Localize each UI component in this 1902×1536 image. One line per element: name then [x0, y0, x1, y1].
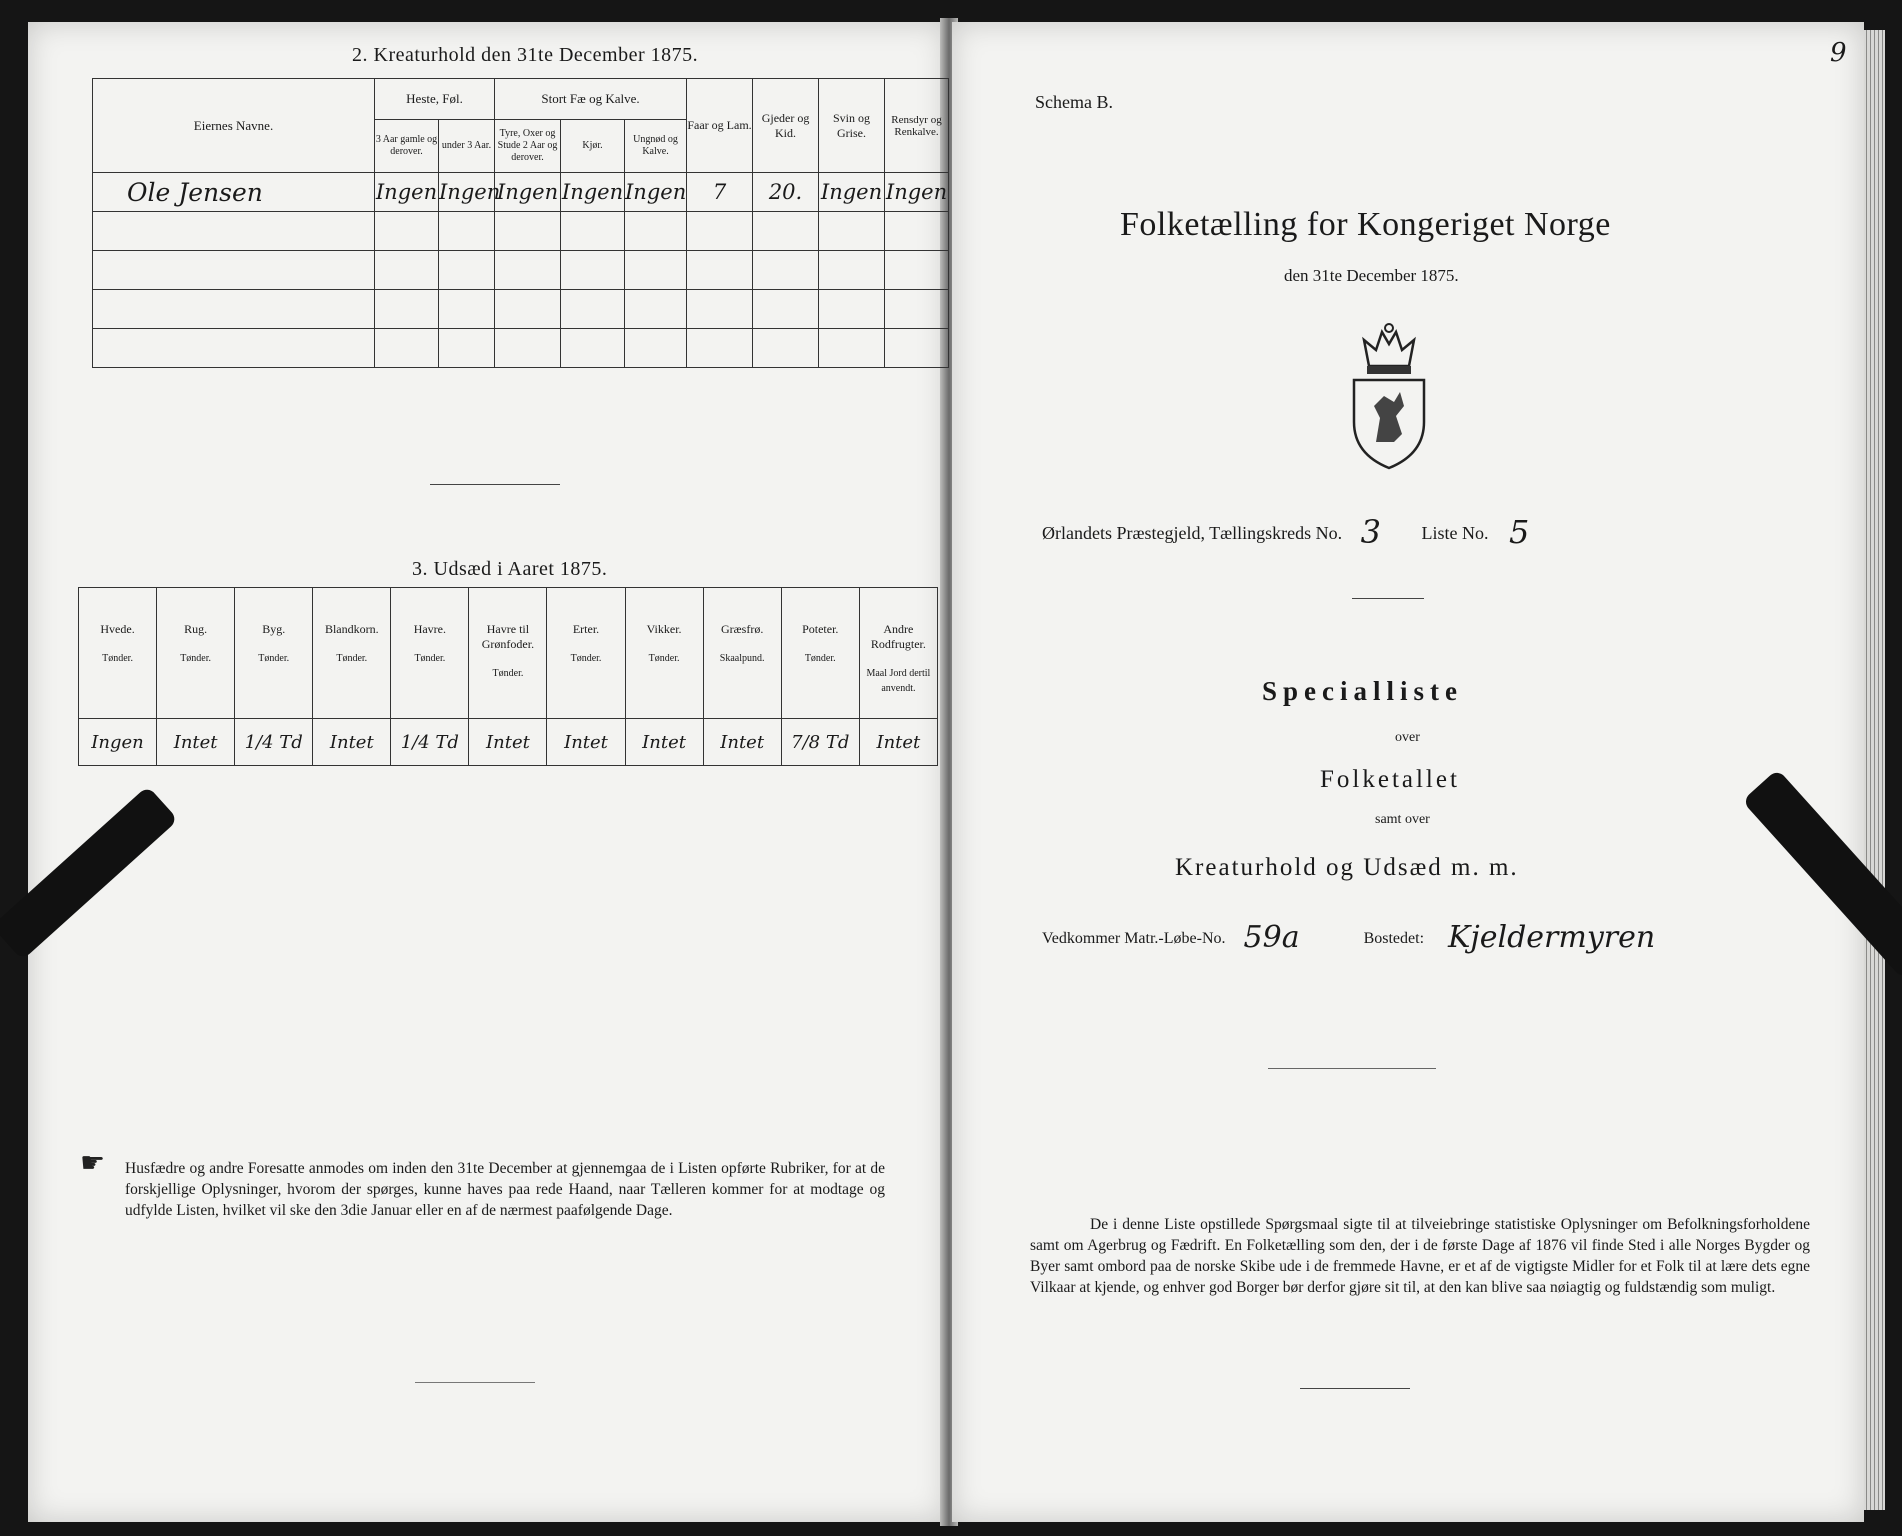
header-owner: Eiernes Navne. — [93, 79, 375, 173]
sowing-header-name: Havre til Grønfoder. — [481, 622, 535, 651]
sowing-value: Intet — [625, 719, 703, 766]
matr-label: Vedkommer Matr.-Løbe-No. — [1042, 930, 1226, 947]
list-number: 5 — [1509, 513, 1530, 551]
sowing-header-name: Erter. — [572, 622, 600, 636]
cell-horses-old: Ingen — [375, 173, 439, 212]
sowing-value: 7/8 Td — [781, 719, 859, 766]
sowing-header — [859, 588, 937, 719]
sowing-header — [625, 588, 703, 719]
subheader-horses-young: under 3 Aar. — [439, 120, 495, 173]
pointing-hand-icon: ☛ — [80, 1148, 106, 1179]
notice-text: Husfædre og andre Foresatte anmodes om inden den 31te December at gjennemgaa de i Listen opførte Rubriker, for at de forskjellige Oplysninger, hvorom der spørges, kunne haves paa rede Haand, naar Tælleren kommer for at modtage og udfylde Listen, hvilket vil ske den 3die Januar eller en af de nærmest paafølgende Dage. — [125, 1160, 885, 1219]
subheader-cows: Kjør. — [561, 120, 625, 173]
divider-rule — [1300, 1388, 1410, 1389]
cell-reindeer: Ingen — [885, 173, 949, 212]
sowing-header-name: Blandkorn. — [324, 622, 379, 636]
schema-label: Schema B. — [1035, 92, 1113, 112]
sowing-value: Intet — [313, 719, 391, 766]
table-row — [93, 173, 949, 212]
sowing-value: Ingen — [79, 719, 157, 766]
livestock-table — [92, 78, 949, 368]
sowing-header — [391, 588, 469, 719]
census-date: den 31te December 1875. — [1284, 266, 1459, 285]
sowing-header-name: Poteter. — [802, 622, 839, 636]
table-row — [93, 329, 949, 368]
table-row — [93, 290, 949, 329]
matr-number: 59a — [1243, 920, 1300, 955]
table-row — [79, 719, 938, 766]
subheader-bulls: Tyre, Oxer og Stude 2 Aar og derover. — [495, 120, 561, 173]
coat-of-arms-icon — [1346, 322, 1432, 472]
sowing-header-unit: Skaalpund. — [719, 653, 765, 664]
sowing-header — [235, 588, 313, 719]
sowing-header-unit: Tønder. — [336, 653, 368, 664]
divider-rule — [415, 1382, 535, 1383]
sowing-header-unit: Tønder. — [492, 668, 524, 679]
divider-rule — [1352, 598, 1424, 599]
district-info — [1042, 513, 1529, 551]
section2-title: 2. Kreaturhold den 31te December 1875. — [352, 44, 699, 66]
sowing-header — [469, 588, 547, 719]
sowing-value: Intet — [469, 719, 547, 766]
bosted-label: Bostedet: — [1363, 930, 1425, 947]
cell-sheep: 7 — [687, 173, 753, 212]
over-label: over — [1395, 730, 1420, 745]
cell-goats: 20. — [753, 173, 819, 212]
sowing-value: 1/4 Td — [391, 719, 469, 766]
divider-rule — [430, 484, 560, 485]
header-goats: Gjeder og Kid. — [753, 79, 819, 173]
sowing-header — [157, 588, 235, 719]
sowing-header — [79, 588, 157, 719]
livestock-sowing-heading: Kreaturhold og Udsæd m. m. — [1175, 854, 1519, 881]
property-info — [1042, 920, 1655, 955]
special-list-heading: Specialliste — [1262, 676, 1463, 706]
intro-paragraph: De i denne Liste opstillede Spørgsmaal sigte til at tilveiebringe statistiske Oplysninger om Befolkningsforholdene samt om Agerbrug og Fædrift. En Folketælling som den, der i de første Dage af 1876 vil finde Sted i alle Norges Bygder og Byer samt ombord paa de norske Skibe ude i de fremmede Havne, er et af de vigtigste Midler for et Folk til at lære dets egne Vilkaar at kjende, og enhver god Borger bør derfor gjøre sit til, at den kan blive saa nøiagtig og fuldstændig som muligt. — [1030, 1216, 1810, 1296]
header-reindeer: Rensdyr og Renkalve. — [885, 79, 949, 173]
sowing-value: 1/4 Td — [235, 719, 313, 766]
sowing-value: Intet — [157, 719, 235, 766]
sowing-header-name: Byg. — [262, 622, 286, 636]
divider-rule — [1268, 1068, 1436, 1069]
owner-name: Ole Jensen — [93, 173, 375, 212]
header-cattle: Stort Fæ og Kalve. — [495, 79, 687, 120]
cell-cows: Ingen — [561, 173, 625, 212]
sowing-header-name: Græsfrø. — [721, 622, 764, 636]
sowing-header-unit: Tønder. — [570, 653, 602, 664]
table-row — [93, 251, 949, 290]
sowing-header-unit: Tønder. — [102, 653, 133, 664]
sowing-header-name: Rug. — [184, 622, 208, 636]
sowing-header-name: Hvede. — [100, 622, 135, 636]
list-label: Liste No. — [1421, 523, 1489, 543]
page-number: 9 — [1830, 38, 1847, 68]
sowing-value: Intet — [859, 719, 937, 766]
sowing-header — [781, 588, 859, 719]
header-pigs: Svin og Grise. — [819, 79, 885, 173]
sowing-value: Intet — [547, 719, 625, 766]
sowing-header-unit: Tønder. — [804, 653, 836, 664]
cell-young-cattle: Ingen — [625, 173, 687, 212]
header-horses: Heste, Føl. — [375, 79, 495, 120]
sowing-header-unit: Tønder. — [258, 653, 290, 664]
cell-pigs: Ingen — [819, 173, 885, 212]
sowing-table — [78, 587, 938, 766]
sowing-header-name: Andre Rodfrugter. — [870, 622, 926, 651]
table-row — [93, 212, 949, 251]
district-label: Tællingskreds No. — [1209, 523, 1343, 543]
bosted-value: Kjeldermyren — [1448, 920, 1656, 955]
subheader-horses-old: 3 Aar gamle og derover. — [375, 120, 439, 173]
samt-over-label: samt over — [1375, 812, 1430, 827]
sowing-value: Intet — [703, 719, 781, 766]
district-number: 3 — [1360, 513, 1382, 551]
sowing-header — [547, 588, 625, 719]
sowing-header-name: Vikker. — [646, 622, 682, 636]
parish-label: Ørlandets Præstegjeld, — [1042, 523, 1205, 543]
sowing-header-unit: Tønder. — [414, 653, 446, 664]
sowing-header-unit: Tønder. — [648, 653, 680, 664]
sowing-header — [313, 588, 391, 719]
sowing-header — [703, 588, 781, 719]
subheader-young-cattle: Ungnød og Kalve. — [625, 120, 687, 173]
header-sheep: Faar og Lam. — [687, 79, 753, 173]
cell-horses-young: Ingen — [439, 173, 495, 212]
sowing-header-name: Havre. — [413, 622, 447, 636]
sowing-header-unit: Tønder. — [180, 653, 212, 664]
sowing-header-unit: Maal Jord dertil anvendt. — [866, 668, 931, 694]
section3-title: 3. Udsæd i Aaret 1875. — [412, 558, 608, 580]
cell-bulls: Ingen — [495, 173, 561, 212]
folketallet-heading: Folketallet — [1320, 766, 1460, 793]
page-title: Folketælling for Kongeriget Norge — [1120, 206, 1611, 243]
